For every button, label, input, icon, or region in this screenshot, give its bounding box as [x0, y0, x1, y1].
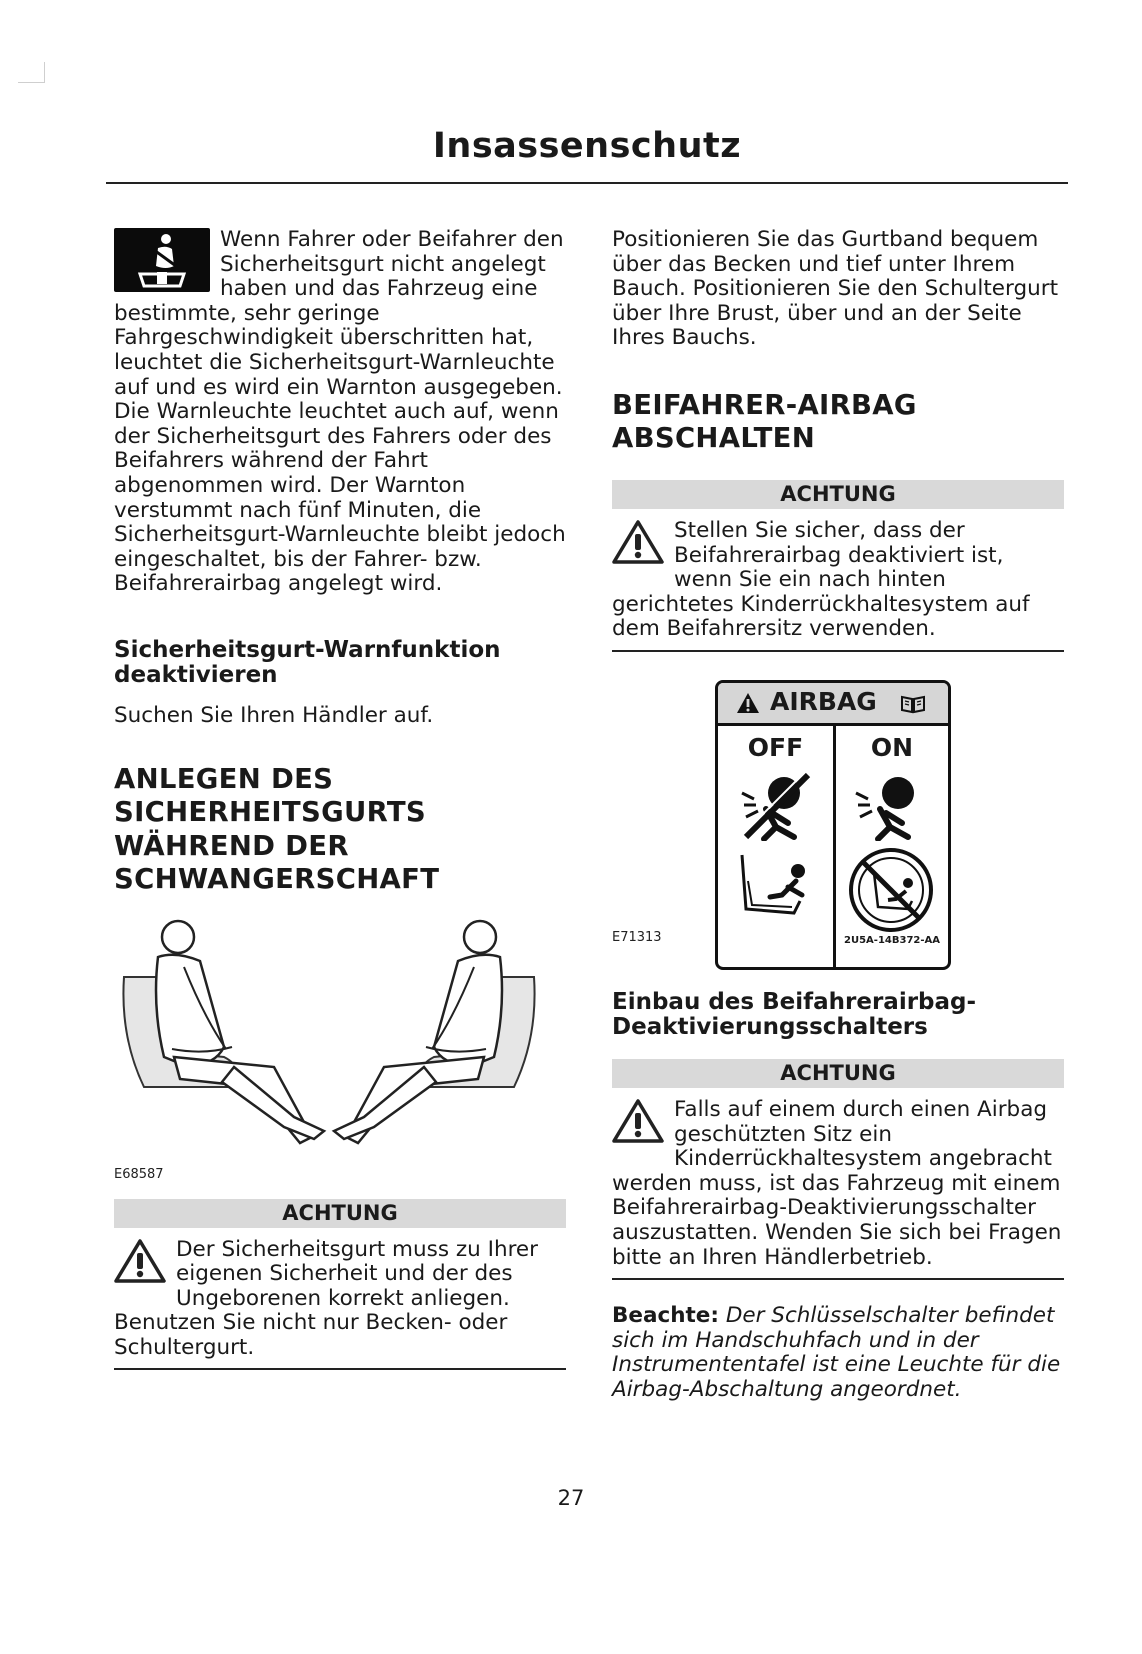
- warning-paragraph: [612, 1098, 1064, 1270]
- seatbelt-warning-icon: [114, 228, 210, 292]
- section-rule: [114, 1368, 566, 1370]
- belt-positioning-text: Positionieren Sie das Gurtband bequem über das Becken und tief unter Ihrem Bauch. Positionieren Sie den Schultergurt über Ihre Brust, über und an der Seite Ihres Bauchs.: [612, 227, 1059, 351]
- warning-text: Der Sicherheitsgurt muss zu Ihrer eigenen Sicherheit und der des Ungeborenen korrekt anliegen. Benutzen Sie nicht nur Becken- oder Schultergurt.: [114, 1236, 539, 1360]
- airbag-label-figure: [612, 652, 1064, 952]
- subheading-line: Einbau des Beifahrerairbag-: [612, 988, 977, 1015]
- warning-paragraph: [114, 1238, 566, 1361]
- airbag-on-icon: [850, 771, 932, 841]
- intro-paragraph: [114, 228, 566, 597]
- airbag-title: AIRBAG: [770, 686, 877, 716]
- part-number: 2U5A-14B372-AA: [844, 934, 940, 946]
- figure-caption: E71313: [612, 929, 662, 945]
- warning-text: Falls auf einem durch einen Airbag geschützten Sitz ein Kinderrückhaltesystem angebracht werden muss, ist das Fahrzeug mit einem Beifahrerairbag-Deaktivierungsschalter auszustatten. Wenden Sie sich bei Fragen bitte an Ihren Händlerbetrieb.: [612, 1096, 1062, 1270]
- subheading-belt-warning: Sicherheitsgurt-Warnfunktion deaktivieren: [114, 636, 501, 688]
- manual-book-icon: [900, 694, 926, 714]
- warning-text: Stellen Sie sicher, dass der Beifahrerairbag deaktiviert ist, wenn Sie ein nach hinten gerichtetes Kinderrückhaltesystem auf dem Beifahrersitz verwenden.: [612, 517, 1030, 642]
- warning-banner: ACHTUNG: [612, 480, 1064, 509]
- page-number: 27: [557, 1486, 585, 1510]
- right-column: [612, 228, 1064, 1402]
- heading-line: ABSCHALTEN: [612, 422, 816, 455]
- figure-caption: E68587: [114, 1166, 164, 1182]
- heading-line: SCHWANGERSCHAFT: [114, 863, 440, 895]
- left-column: [114, 228, 566, 1370]
- rear-facing-child-seat-icon: [736, 851, 818, 921]
- warning-triangle-icon: [612, 1098, 664, 1151]
- warning-triangle-icon: [114, 1238, 166, 1291]
- warning-triangle-icon: [612, 519, 664, 572]
- pregnancy-seatbelt-illustration: [114, 917, 544, 1157]
- heading-airbag-deactivation: [612, 389, 1064, 456]
- warning-banner: ACHTUNG: [114, 1199, 566, 1228]
- no-child-seat-icon: [846, 845, 936, 935]
- note-paragraph: [612, 1304, 1064, 1402]
- heading-line: WÄHREND DER: [114, 829, 349, 862]
- heading-line: ANLEGEN DES: [114, 762, 334, 795]
- heading-line: BEIFAHRER-AIRBAG: [612, 388, 917, 421]
- subheading-switch-installation: [612, 990, 1064, 1040]
- intro-text: Wenn Fahrer oder Beifahrer den Sicherheitsgurt nicht angelegt haben und das Fahrzeug eine bestimmte, sehr geringe Fahrgeschwindigkeit überschritten hat, leuchtet die Sicherheitsgurt-Warnleuchte auf und es wird ein Warnton ausgegeben. Die Warnleuchte leuchtet auch auf, wenn der Sicherheitsgurt des Fahrers oder des Beifahrers während der Fahrt abgenommen wird. Der Warnton verstummt nach fünf Minuten, die Sicherheitsgurt-Warnleuchte bleibt jedoch eingeschaltet, bis der Fahrer- bzw. Beifahrerairbag angelegt wird.: [114, 227, 566, 597]
- note-text: Der Schlüsselschalter befindet sich im Handschuhfach und in der Instrumententafel ist eine Leuchte für die Airbag-Abschaltung angeordnet.: [612, 1303, 1061, 1402]
- heading-pregnancy: [114, 763, 566, 897]
- warning-paragraph: [612, 519, 1064, 642]
- warning-triangle-icon: [736, 692, 760, 714]
- title-rule: [106, 182, 1068, 184]
- heading-line: SICHERHEITSGURTS: [114, 796, 426, 828]
- airbag-off-label: OFF: [747, 732, 804, 762]
- airbag-label-panel: [715, 680, 951, 970]
- warning-banner: ACHTUNG: [612, 1059, 1064, 1088]
- dealer-text: Suchen Sie Ihren Händler auf.: [114, 702, 434, 728]
- note-label: Beachte:: [612, 1303, 719, 1329]
- page-title: Insassenschutz: [432, 126, 742, 166]
- subheading-line: Deaktivierungsschalters: [612, 1013, 928, 1040]
- airbag-off-icon: [736, 771, 818, 841]
- airbag-on-label: ON: [870, 732, 914, 762]
- crop-mark: [18, 62, 45, 83]
